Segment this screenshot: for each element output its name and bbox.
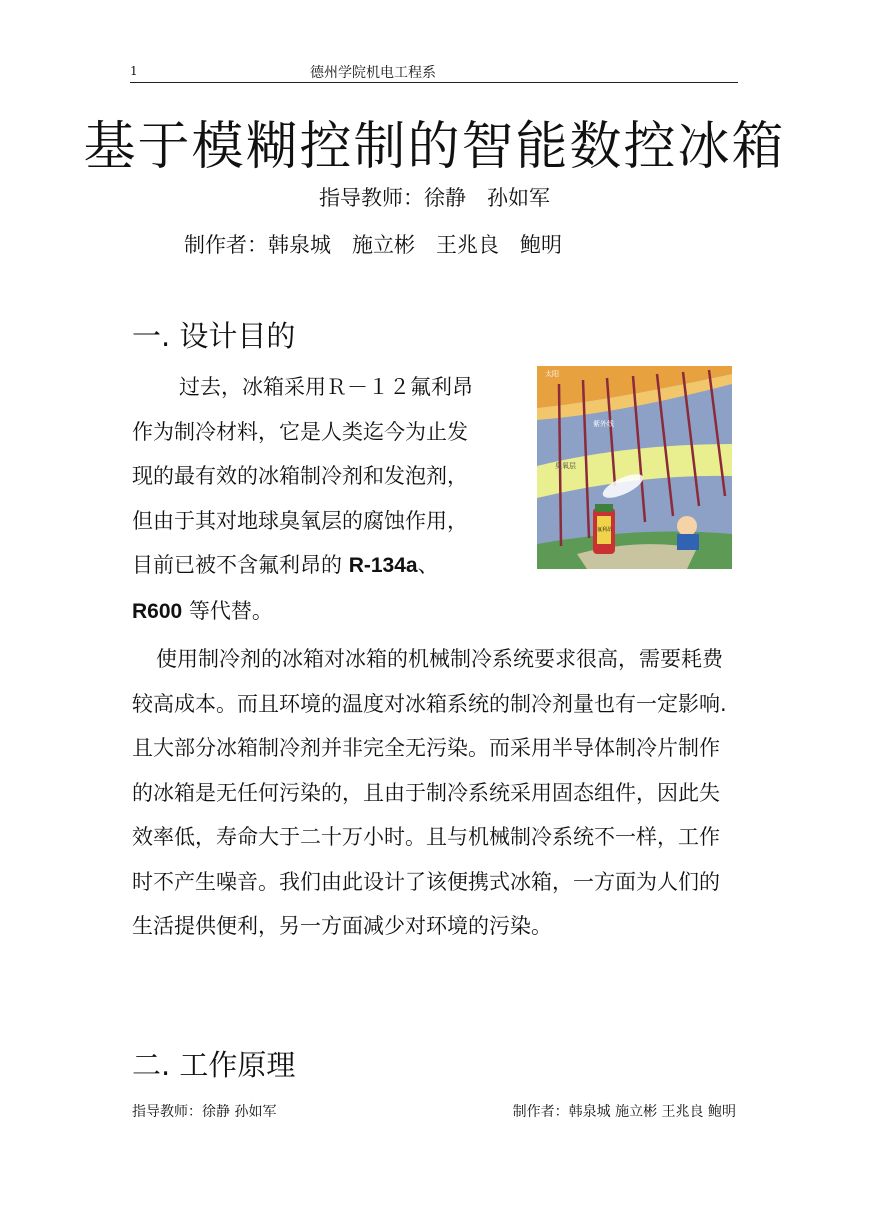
para1-end: 等代替。 [182,598,273,623]
figure-label-sun: 太阳 [545,370,559,378]
figure-label-uv: 紫外线 [593,420,614,428]
para1-r134a: R-134a [348,554,418,577]
section1-paragraph-2: 使用制冷剂的冰箱对冰箱的机械制冷系统要求很高，需要耗费较高成本。而且环境的温度对冰箱系统的制冷剂量也有一定影响. 且大部分冰箱制冷剂并非完全无污染。而采用半导体制冷片制作的冰箱是无任何污染的，且由于制冷系统采用固态组件，因此失效率低，寿命大于二十万小时。且与机械制冷系统不一样，工作时不产生噪音。我们由此设计了该便携式冰箱，一方面为人们的生活提供便利，另一方面减少对环境的污染。 [132,647,727,938]
footer-authors: 制作者：韩泉城 施立彬 王兆良 鲍明 [512,1104,736,1120]
ozone-illustration [537,366,732,569]
para1-text: 过去，冰箱采用Ｒ－１２氟利昂作为制冷材料，它是人类迄今为止发现的最有效的冰箱制冷剂和发泡剂，但由于其对地球臭氧层的腐蚀作用，目前已被不含氟利昂的 [132,375,473,577]
footer-advisors: 指导教师：徐静 孙如军 [132,1104,277,1120]
section1-paragraph-1 [132,365,480,634]
para1-r600: R600 [132,599,183,623]
document-title: 基于模糊控制的智能数控冰箱 [83,117,786,177]
authors-line: 制作者：韩泉城 施立彬 王兆良 鲍明 [184,233,562,257]
page-header [130,58,738,83]
header-org: 德州学院机电工程系 [310,65,436,81]
section1-heading: 一. 设计目的 [132,319,296,353]
section2-heading: 二. 工作原理 [132,1048,296,1082]
figure-label-can: 氟利昂 [597,527,613,533]
advisors-line: 指导教师：徐静 孙如军 [319,186,550,210]
figure-label-ozone: 臭氧层 [555,462,576,470]
page-number: 1 [130,64,138,78]
para1-separator: 、 [417,553,439,577]
